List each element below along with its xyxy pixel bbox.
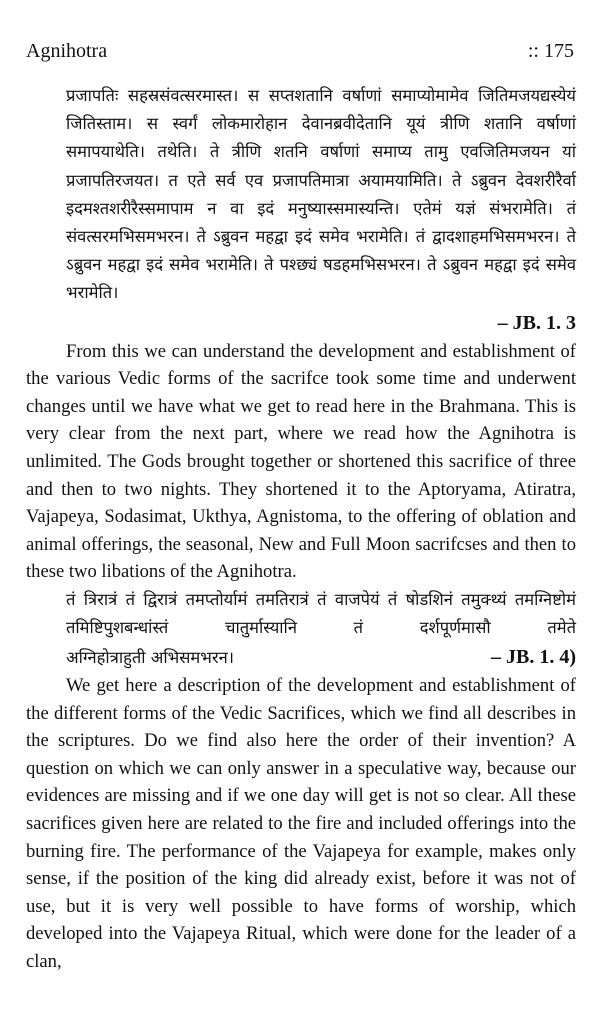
page-number: :: 175: [527, 40, 574, 62]
english-paragraph-2: We get here a description of the development and establishment of the different forms of the Vedic Sacrifices, which we find all describes in the scriptures. Do we find also here the order of their invention? A question on which we can only answer in a speculative way, because our evidences are missing and if we one day will get is not so clear. All these sacrifices given here are related to the fire and included offerings into the burning fire. The performance of the Vajapeya for example, makes only sense, if the position of the king did already exist, before it was not of use, but it is very well possible to have forms of worship, which developed into the Vajapeya Ritual, which were done for the leader of a clan,: [26, 674, 576, 972]
page-body: [26, 82, 576, 976]
reference-jb-1-3: – JB. 1. 3: [497, 311, 576, 334]
sanskrit-text-1: प्रजापतिः सहस्रसंवत्सरमास्त। स सप्तशतानि वर्षाणां समाप्योमामेव जितिमजयद्यस्येयं जितिस्ताम। स स्वर्गं लोकमारोहान देवानब्रवीदेतानि यूयं त्रीणि शतानि वर्षाणां समापयाथेति। तथेति। ते त्रीणि शतनि वर्षाणां समाप्य तामु एवजितिमजयन यां प्रजापतिरजयत। त एते सर्व एव प्रजापतिमात्रा अयामयामिति। ते ऽब्रुवन देवशरीरैर्वा इदमश्तशरीरैस्समापाम न वा इदं मनुष्यास्समास्यन्ति। एतेमं यज्ञं संभरामेति। तं संवत्सरमभिसमभरन। ते ऽब्रुवन महद्वा इदं समेव भरामेति। तं द्वादशाहमभिसमभरन। ते ऽब्रुवन महद्वा इदं समेव भरामेति। ते पश्छ्यं षडहमभिसभरन। ते ऽब्रुवन महद्वा इदं समेव भरामेति।: [66, 86, 576, 303]
sanskrit-text-2-end: अग्निहोत्राहुती अभिसमभरन।: [66, 647, 235, 667]
sanskrit-quote-2-last-line: [26, 643, 576, 672]
reference-jb-1-4: – JB. 1. 4): [491, 645, 576, 668]
running-header: [26, 40, 574, 68]
english-paragraph-1: From this we can understand the development and establishment of the various Vedic forms of the sacrifce took some time and underwent changes until we have what we get to read here in the Brahmana. This is very clear from the next part, where we read how the Agnihotra is unlimited. The Gods brought together or shortened this sacrifice of three and then to two nights. They shortened it to the Aptoryama, Atiratra, Vajapeya, Sodasimat, Ukthya, Agnistoma, to the offering of oblation and animal offerings, the seasonal, New and Full Moon sacrifcses and then to these two libations of the Agnihotra.: [26, 340, 576, 583]
sanskrit-quote-2: तं त्रिरात्रं तं द्विरात्रं तमप्तोर्यामं तमतिरात्रं तं वाजपेयं तं षोडशिनं तमुक्थ्यं तमग्निष्टोमं तमिष्टिपुशबन्धांस्तं चातुर्मास्यानि तं दर्शपूर्णमासौ तमेते: [66, 589, 576, 638]
sanskrit-quote-1: [26, 82, 576, 308]
running-title: Agnihotra: [26, 40, 108, 62]
